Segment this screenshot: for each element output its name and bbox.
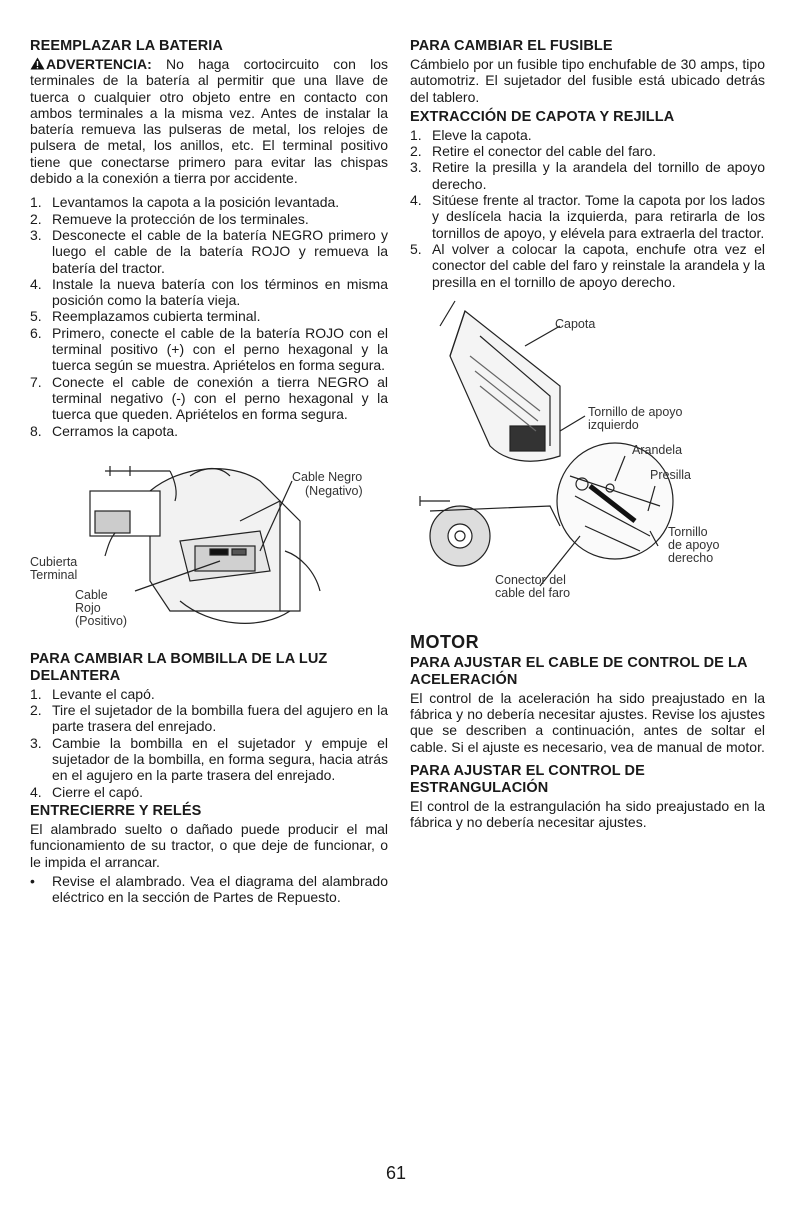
- list-item: 5. Reemplazamos cubierta terminal.: [30, 308, 261, 325]
- label-cable: Cable: [75, 587, 108, 602]
- warning-icon: [30, 57, 45, 70]
- list-item: 1. Levante el capó.: [30, 685, 155, 702]
- label-negativo: (Negativo): [305, 483, 363, 498]
- list-item: 2. Retire el conector del cable del faro.: [410, 143, 657, 160]
- label-arandela: Arandela: [632, 442, 683, 457]
- list-item: 5. Al volver a colocar la capota, enchufe otra vez el conector del cable del faro y reinstale la arandela y la presilla en el tornillo de apoyo derecho.: [410, 240, 765, 290]
- choke-text: El control de la estrangulación ha sido preajustado en la fábrica y no debería necesitar ajustes.: [410, 798, 765, 831]
- right-column: [410, 38, 765, 834]
- battery-warning: [30, 56, 388, 186]
- list-item: 2. Remueve la protección de los terminales.: [30, 210, 309, 227]
- label-tornillo-izq-1: Tornillo de apoyo: [588, 404, 683, 419]
- list-item: 1. Eleve la capota.: [410, 126, 532, 143]
- label-terminal: Terminal: [30, 567, 78, 582]
- label-tornillo-der-2: de apoyo: [668, 537, 720, 552]
- battery-steps: [30, 194, 388, 438]
- list-item: 4. Instale la nueva batería con los términos en misma posición como la batería vieja.: [30, 275, 388, 309]
- label-tornillo-der-3: derecho: [668, 550, 714, 565]
- label-positivo: (Positivo): [75, 613, 128, 628]
- list-item: 4. Cierre el capó.: [30, 783, 144, 800]
- battery-title: REEMPLAZAR LA BATERIA: [30, 38, 224, 54]
- motor-heading: MOTOR: [410, 631, 480, 652]
- hood-title: EXTRACCIÓN DE CAPOTA Y REJILLA: [410, 108, 675, 125]
- list-item: 8. Cerramos la capota.: [30, 422, 179, 439]
- battery-illustration: [30, 461, 388, 641]
- label-rojo: Rojo: [75, 600, 101, 615]
- list-item: 3. Desconecte el cable de la batería NEGRO primero y luego el cable de la batería ROJO y remueva la batería del tractor.: [30, 226, 388, 276]
- hood-diagram: [410, 296, 765, 614]
- left-column: [30, 38, 388, 908]
- label-capota: Capota: [555, 316, 596, 331]
- label-cubierta: Cubierta: [30, 554, 78, 569]
- label-conector-1: Conector del: [495, 572, 566, 587]
- bulb-title: PARA CAMBIAR LA BOMBILLA DE LA LUZ DELANTERA: [30, 650, 328, 684]
- list-item: 2. Tire el sujetador de la bombilla fuera del agujero en la parte trasera del enrejado.: [30, 702, 388, 735]
- choke-title: PARA AJUSTAR EL CONTROL DE ESTRANGULACIÓN: [410, 763, 645, 797]
- list-item: 3. Retire la presilla y la arandela del tornillo de apoyo derecho.: [410, 159, 765, 192]
- warning-text: No haga cortocircuito con los terminales de la batería al permitir que una llave de tuerca o cualquier otro objeto entre en contacto con ambos terminales a la misma vez. Antes de instalar la batería remueva las pulseras de metal, los relojes de pulsera de metal, los anillos, etc. El terminal positivo tiene que conectarse primero para evitar las chispas debido a la conexión a tierra por accidente.: [30, 56, 388, 187]
- relays-title: ENTRECIERRE Y RELÉS: [30, 802, 202, 819]
- throttle-title: PARA AJUSTAR EL CABLE DE CONTROL DE LA ACELERACIÓN: [410, 654, 748, 688]
- relays-bullets: [30, 873, 388, 906]
- label-conector-2: cable del faro: [495, 585, 571, 600]
- fuse-title: PARA CAMBIAR EL FUSIBLE: [410, 38, 613, 54]
- warning-label: ADVERTENCIA:: [46, 56, 152, 72]
- list-item: 7. Conecte el cable de conexión a tierra NEGRO al terminal negativo (-) con el perno hexagonal y la tuerca que queden. Apriételos en forma segura.: [30, 373, 388, 423]
- list-item: 4. Sitúese frente al tractor. Tome la capota por los lados y deslícela hacia la izquierda, para retirarla de los tornillos de apoyo, y elévela para extraerla del tractor.: [410, 192, 765, 241]
- relays-text: El alambrado suelto o dañado puede producir el mal funcionamiento de su tractor, o que deje de funcionar, o le impida el arrancar.: [30, 820, 388, 870]
- list-item: 3. Cambie la bombilla en el sujetador y empuje el sujetador de la bombilla, en forma segura, hacia atrás en el agujero en la parte trasera del enrejado.: [30, 734, 388, 784]
- hood-steps: [410, 127, 765, 290]
- list-item: 1. Levantamos la capota a la posición levantada.: [30, 194, 340, 211]
- label-tornillo-izq-2: izquierdo: [588, 417, 639, 432]
- hood-illustration: [410, 296, 765, 614]
- bulb-steps: [30, 686, 388, 800]
- label-tornillo-der-1: Tornillo: [668, 524, 708, 539]
- label-presilla: Presilla: [650, 467, 691, 482]
- list-item: • Revise el alambrado. Vea el diagrama del alambrado eléctrico en la sección de Partes de Repuesto.: [30, 872, 388, 906]
- label-cable-negro: Cable Negro: [292, 469, 363, 484]
- page-number: 61: [385, 1163, 407, 1183]
- throttle-text: El control de la aceleración ha sido preajustado en la fábrica y no debería necesitar ajustes. Revise los ajustes que se describen a continuación, antes de soltar el cable. Si el ajuste es necesario, vea de manual de motor.: [410, 689, 765, 755]
- fuse-text: Cámbielo por un fusible tipo enchufable de 30 amps, tipo automotriz. El sujetador del fusible está ubicado detrás del tablero.: [410, 56, 765, 105]
- list-item: 6. Primero, conecte el cable de la batería ROJO con el terminal positivo (+) con el perno hexagonal y la tuerca según se muestra. Apriételos en forma segura.: [30, 324, 388, 374]
